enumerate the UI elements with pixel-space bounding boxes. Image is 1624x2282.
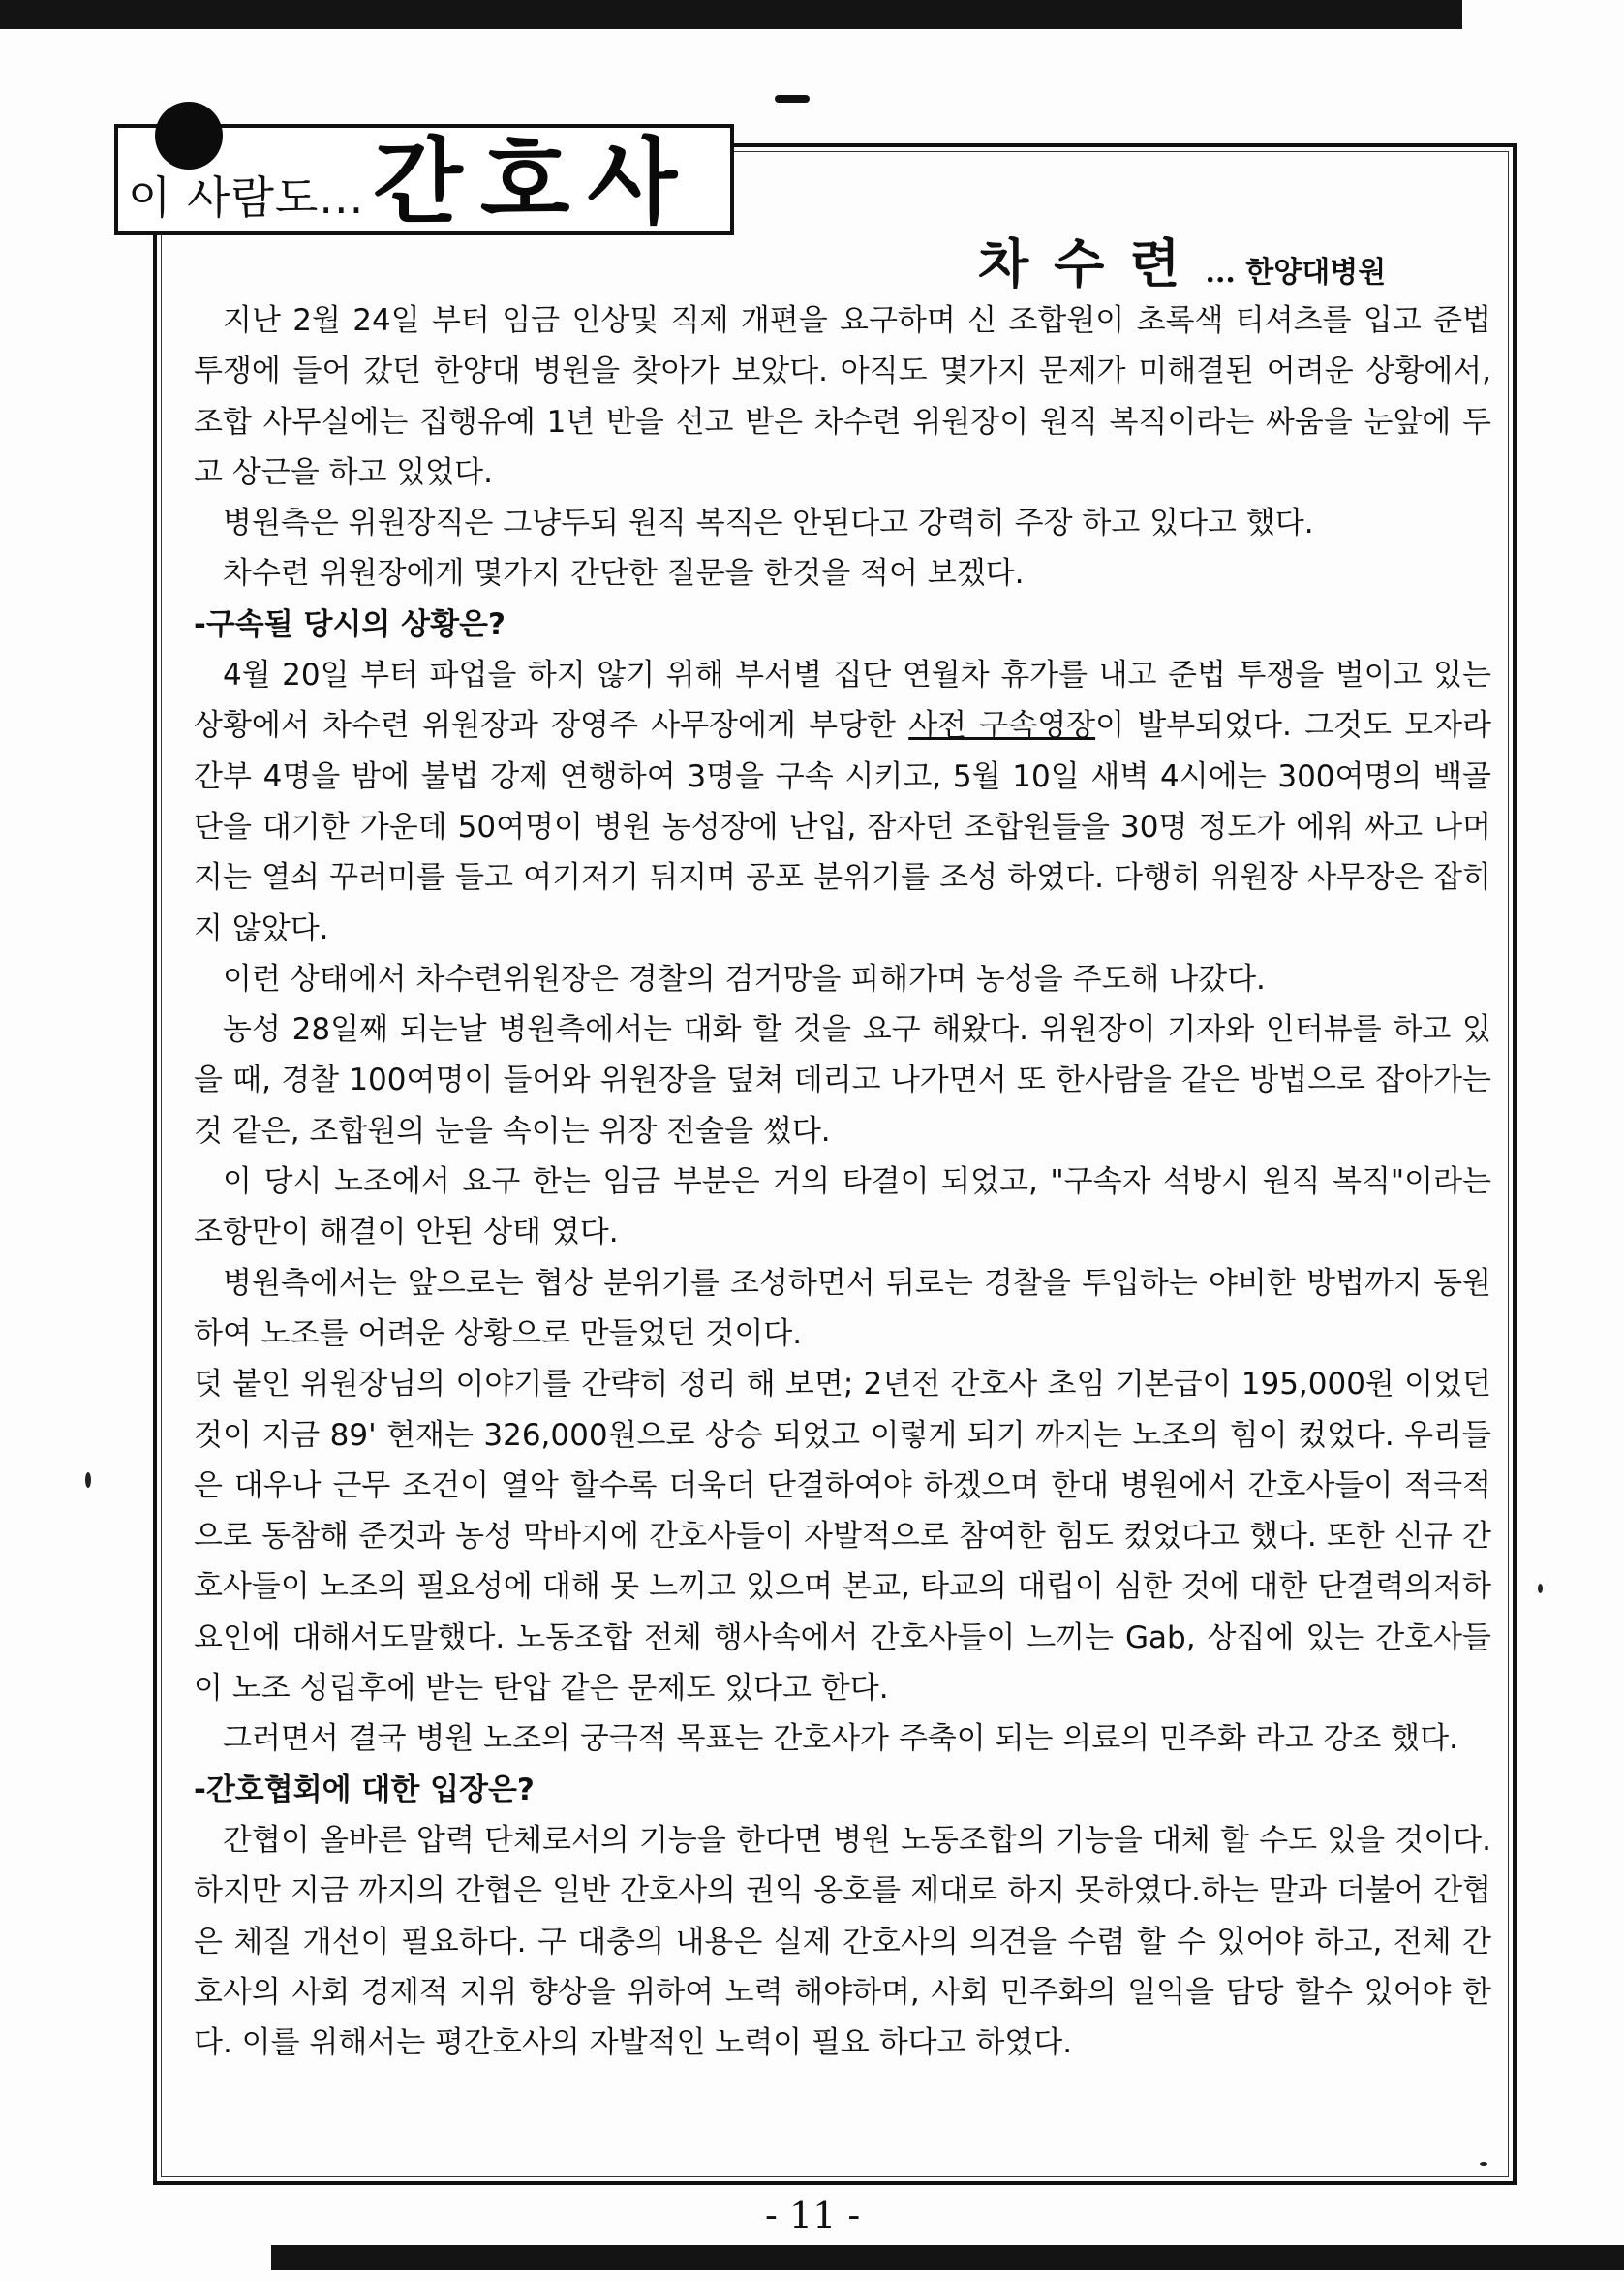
- byline: [978, 223, 1386, 297]
- scan-speck: [1538, 1584, 1543, 1593]
- bottom-border-bar: [271, 2245, 1624, 2270]
- section-heading: -간호협회에 대한 입장은?: [194, 1772, 535, 1807]
- bullet-dot-icon: [155, 102, 223, 170]
- scan-speck: [1480, 2162, 1487, 2166]
- paragraph: [194, 650, 1491, 954]
- scan-speck: [85, 1472, 91, 1488]
- paragraph: 이 당시 노조에서 요구 한는 임금 부분은 거의 타결이 되었고, "구속자 석방시 원직 복직"이라는 조항만이 해결이 안된 상태 였다.: [194, 1164, 1491, 1250]
- section-heading: -구속될 당시의 상황은?: [194, 606, 506, 642]
- header-subtitle: 이 사람도...: [128, 171, 365, 224]
- article-body: [194, 295, 1491, 2068]
- author-affiliation: ... 한양대병원: [1205, 256, 1387, 290]
- top-border-bar: [0, 0, 1462, 29]
- paragraph: 병원측에서는 앞으로는 협상 분위기를 조성하면서 뒤로는 경찰을 투입하는 야비한 방법까지 동원 하여 노조를 어려운 상황으로 만들었던 것이다.: [194, 1265, 1491, 1351]
- top-center-mark: [775, 95, 810, 103]
- paragraph: 그러면서 결국 병원 노조의 궁극적 목표는 간호사가 주축이 되는 의료의 민주화 라고 강조 했다.: [223, 1721, 1458, 1757]
- paragraph: 병원측은 위원장직은 그냥두되 원직 복직은 안된다고 강력히 주장 하고 있다고 했다.: [223, 506, 1314, 541]
- paragraph-text: 4월 20일 부터 파업을 하지 않기 위해 부서별 집단 연월차 휴가를 내고 준법 투쟁을 벌이고 있는 상황에서 차수련 위원장과 장영주 사무장에게 부당한: [194, 658, 1491, 744]
- paragraph-text: 이 발부되었다. 그것도 모자라 간부 4명을 밤에 불법 강제 연행하여 3명을 구속 시키고, 5월 10일 새벽 4시에는 300여명의 백골단을 대기한 가운데 50여명이 병원 농성장에 난입, 잠자던 조합원들을 30명 정도가 에워 싸고 나머지는 열쇠 꾸러미를 들고 여기저기 뒤지며 공포 분위기를 조성 하였다. 다행히 위원장 사무장은 잡히지 않았다.: [194, 708, 1491, 946]
- author-name: 차수련: [978, 232, 1206, 294]
- paragraph: 이런 상태에서 차수련위원장은 경찰의 검거망을 피해가며 농성을 주도해 나갔다.: [223, 961, 1266, 997]
- page-number: - 11 -: [765, 2194, 861, 2236]
- header-title: 간호사: [373, 128, 695, 236]
- paragraph: 간협이 올바른 압력 단체로서의 기능을 한다면 병원 노동조합의 기능을 대체 할 수도 있을 것이다. 하지만 지금 까지의 간협은 일반 간호사의 권익 옹호를 제대로 하지 못하였다.하는 말과 더불어 간협은 체질 개선이 필요하다. 구 대충의 내용은 실제 간호사의 의견을 수렴 할 수 있어야 하고, 전체 간호사의 사회 경제적 지위 향상을 위하여 노력 해야하며, 사회 민주화의 일익을 담당 할수 있어야 한다. 이를 위해서는 평간호사의 자발적인 노력이 필요 하다고 하였다.: [194, 1822, 1491, 2061]
- paragraph: 차수련 위원장에게 몇가지 간단한 질문을 한것을 적어 보겠다.: [223, 556, 1025, 592]
- paragraph: 지난 2월 24일 부터 임금 인상및 직제 개편을 요구하며 신 조합원이 초록색 티셔츠를 입고 준법 투쟁에 들어 갔던 한양대 병원을 찾아가 보았다. 아직도 몇가지 문제가 미해결된 어려운 상황에서, 조합 사무실에는 집행유예 1년 반을 선고 받은 차수련 위원장이 원직 복직이라는 싸움을 눈앞에 두고 상근을 하고 있었다.: [194, 303, 1491, 490]
- underlined-phrase: 사전 구속영장: [908, 708, 1096, 744]
- paragraph: 덧 붙인 위원장님의 이야기를 간략히 정리 해 보면; 2년전 간호사 초임 기본급이 195,000원 이었던 것이 지금 89' 현재는 326,000원으로 상승 되었고 이렇게 되기 까지는 노조의 힘이 컸었다. 우리들은 대우나 근무 조건이 열악 할수록 더욱더 단결하여야 하겠으며 한대 병원에서 간호사들이 적극적으로 동참해 준것과 농성 막바지에 간호사들이 자발적으로 참여한 힘도 컸었다고 했다. 또한 신규 간호사들이 노조의 필요성에 대해 못 느끼고 있으며 본교, 타교의 대립이 심한 것에 대한 단결력의저하 요인에 대해서도말했다. 노동조합 전체 행사속에서 간호사들이 느끼는 Gab, 상집에 있는 간호사들이 노조 성립후에 받는 탄압 같은 문제도 있다고 한다.: [194, 1367, 1491, 1707]
- paragraph: 농성 28일째 되는날 병원측에서는 대화 할 것을 요구 해왔다. 위원장이 기자와 인터뷰를 하고 있을 때, 경찰 100여명이 들어와 위원장을 덮쳐 데리고 나가면서 또 한사람을 같은 방법으로 잡아가는 것 같은, 조합원의 눈을 속이는 위장 전술을 썼다.: [194, 1012, 1491, 1149]
